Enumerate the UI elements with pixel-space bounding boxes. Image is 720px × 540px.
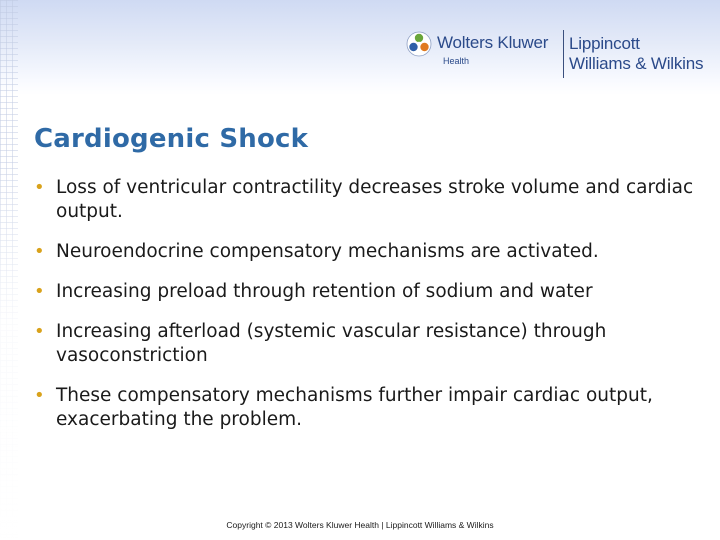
imprint-line-1: Lippincott <box>569 34 640 53</box>
bullet-item <box>34 240 714 264</box>
bullet-text: These compensatory mechanisms further impair cardiac output, exacerbating the problem. <box>56 385 653 430</box>
imprint-name <box>569 34 703 74</box>
bullet-icon: • <box>34 321 45 342</box>
decorative-grid <box>0 0 18 540</box>
bullet-icon: • <box>34 281 45 302</box>
publisher-logo <box>406 28 716 80</box>
brand-name: Wolters Kluwer <box>437 33 549 52</box>
bullet-item <box>34 280 714 304</box>
bullet-item <box>34 320 714 368</box>
wolters-kluwer-globe-icon <box>406 31 432 57</box>
bullet-list <box>34 176 714 448</box>
bullet-icon: • <box>34 177 45 198</box>
bullet-item <box>34 384 714 432</box>
bullet-text: Neuroendocrine compensatory mechanisms are activated. <box>56 241 599 262</box>
bullet-text: Loss of ventricular contractility decreases stroke volume and cardiac output. <box>56 177 694 222</box>
logo-divider <box>563 30 564 78</box>
bullet-text: Increasing preload through retention of sodium and water <box>56 281 593 302</box>
brand-division: Health <box>443 56 470 66</box>
bullet-item <box>34 176 714 224</box>
bullet-icon: • <box>34 241 45 262</box>
bullet-icon: • <box>34 385 45 406</box>
copyright-footer: Copyright © 2013 Wolters Kluwer Health | Lippincott Williams & Wilkins <box>226 520 494 530</box>
imprint-line-2: Williams & Wilkins <box>569 54 704 73</box>
slide-title: Cardiogenic Shock <box>34 124 309 154</box>
bullet-text: Increasing afterload (systemic vascular resistance) through vasoconstriction <box>56 321 607 366</box>
